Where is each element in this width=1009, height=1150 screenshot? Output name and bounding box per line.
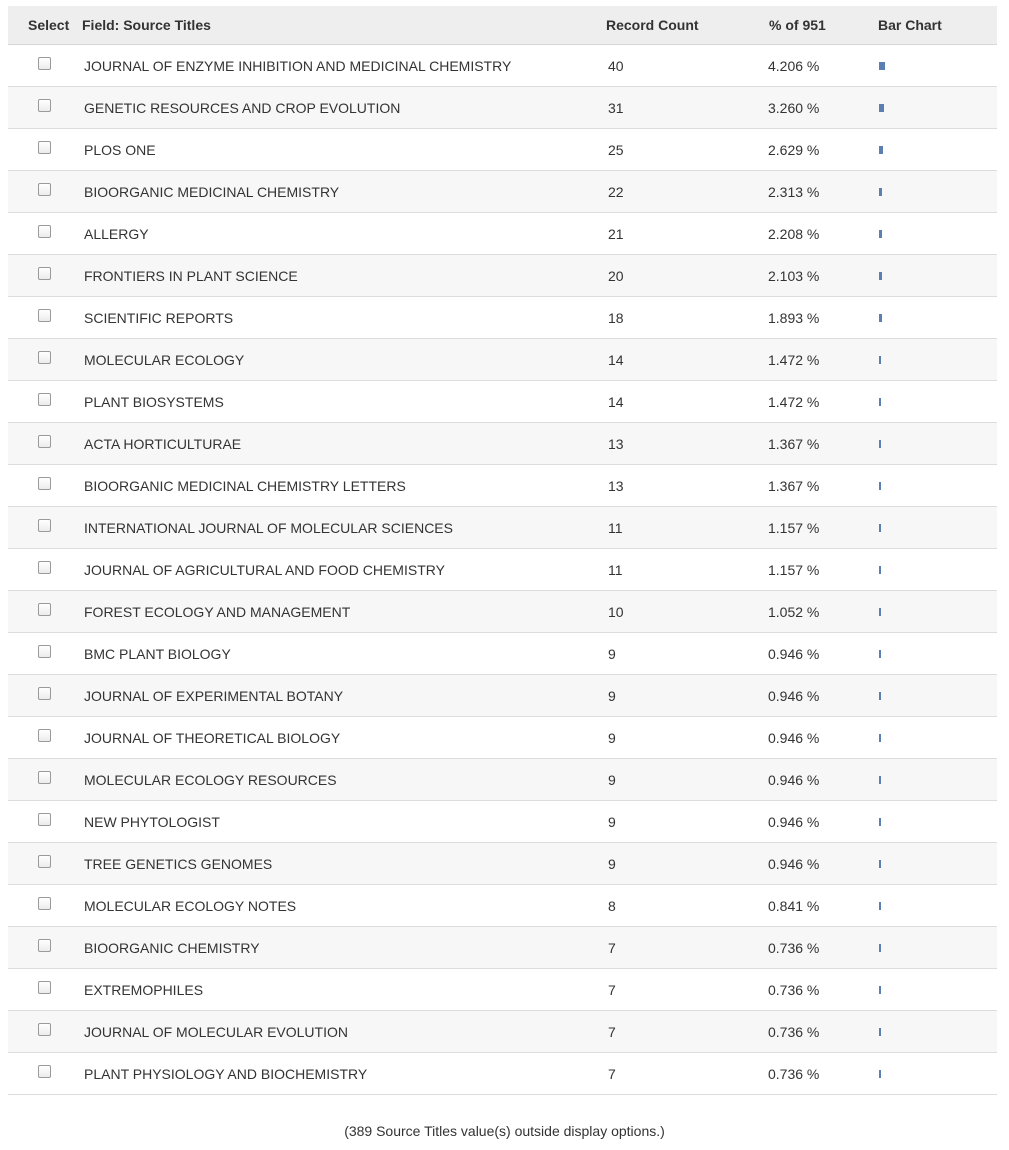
bar-chart-cell xyxy=(871,482,997,490)
bar-track xyxy=(879,986,979,994)
bar-chart-cell xyxy=(871,272,997,280)
row-checkbox[interactable] xyxy=(38,939,51,952)
table-row xyxy=(8,423,997,465)
source-title: MOLECULAR ECOLOGY RESOURCES xyxy=(84,771,337,788)
table-row xyxy=(8,255,997,297)
row-checkbox[interactable] xyxy=(38,729,51,742)
row-select-cell xyxy=(8,859,80,868)
record-count: 7 xyxy=(608,1023,616,1040)
row-checkbox[interactable] xyxy=(38,771,51,784)
bar-track xyxy=(879,1070,979,1078)
bar-fill xyxy=(879,776,881,784)
percent-value: 1.893 % xyxy=(768,309,820,326)
bar-chart-cell xyxy=(871,398,997,406)
table-row xyxy=(8,801,997,843)
source-title: PLANT BIOSYSTEMS xyxy=(84,393,224,410)
bar-chart-cell xyxy=(871,230,997,238)
source-title: TREE GENETICS GENOMES xyxy=(84,855,273,872)
percent-value: 3.260 % xyxy=(768,99,820,116)
record-count: 9 xyxy=(608,729,616,746)
percent-value: 0.946 % xyxy=(768,645,820,662)
header-bar-chart: Bar Chart xyxy=(878,17,942,33)
table-row xyxy=(8,591,997,633)
row-checkbox[interactable] xyxy=(38,477,51,490)
row-select-cell xyxy=(8,355,80,364)
bar-chart-cell xyxy=(871,860,997,868)
percent-value: 1.052 % xyxy=(768,603,820,620)
record-count: 9 xyxy=(608,645,616,662)
table-row xyxy=(8,339,997,381)
bar-track xyxy=(879,1028,979,1036)
source-title: JOURNAL OF AGRICULTURAL AND FOOD CHEMISTRY xyxy=(84,561,445,578)
bar-track xyxy=(879,356,979,364)
table-row xyxy=(8,87,997,129)
row-checkbox[interactable] xyxy=(38,183,51,196)
row-select-cell xyxy=(8,901,80,910)
bar-fill xyxy=(879,398,881,406)
bar-track xyxy=(879,482,979,490)
bar-chart-cell xyxy=(871,692,997,700)
bar-track xyxy=(879,398,979,406)
row-select-cell xyxy=(8,229,80,238)
source-title: BMC PLANT BIOLOGY xyxy=(84,645,231,662)
bar-track xyxy=(879,566,979,574)
row-checkbox[interactable] xyxy=(38,687,51,700)
bar-track xyxy=(879,146,979,154)
row-checkbox[interactable] xyxy=(38,1065,51,1078)
row-checkbox[interactable] xyxy=(38,645,51,658)
table-row xyxy=(8,633,997,675)
percent-value: 1.472 % xyxy=(768,393,820,410)
row-checkbox[interactable] xyxy=(38,57,51,70)
row-checkbox[interactable] xyxy=(38,99,51,112)
bar-fill xyxy=(879,608,881,616)
row-checkbox[interactable] xyxy=(38,855,51,868)
table-row xyxy=(8,759,997,801)
record-count: 22 xyxy=(608,183,624,200)
percent-value: 1.157 % xyxy=(768,519,820,536)
table-row xyxy=(8,1011,997,1053)
row-select-cell xyxy=(8,565,80,574)
percent-value: 0.946 % xyxy=(768,813,820,830)
bar-track xyxy=(879,62,979,70)
bar-track xyxy=(879,902,979,910)
row-select-cell xyxy=(8,1027,80,1036)
bar-chart-cell xyxy=(871,440,997,448)
record-count: 7 xyxy=(608,939,616,956)
record-count: 13 xyxy=(608,477,624,494)
bar-track xyxy=(879,776,979,784)
footer-note: (389 Source Titles value(s) outside display options.) xyxy=(344,1123,665,1139)
row-checkbox[interactable] xyxy=(38,393,51,406)
table-row xyxy=(8,45,997,87)
bar-fill xyxy=(879,146,883,154)
percent-value: 0.946 % xyxy=(768,855,820,872)
bar-track xyxy=(879,608,979,616)
row-checkbox[interactable] xyxy=(38,897,51,910)
percent-value: 0.946 % xyxy=(768,771,820,788)
bar-chart-cell xyxy=(871,314,997,322)
row-select-cell xyxy=(8,397,80,406)
source-title: MOLECULAR ECOLOGY NOTES xyxy=(84,897,297,914)
row-checkbox[interactable] xyxy=(38,813,51,826)
bar-track xyxy=(879,650,979,658)
bar-fill xyxy=(879,902,881,910)
bar-fill xyxy=(879,356,881,364)
bar-chart-cell xyxy=(871,818,997,826)
table-row xyxy=(8,507,997,549)
table-header xyxy=(8,6,997,45)
record-count: 11 xyxy=(608,561,623,578)
row-checkbox[interactable] xyxy=(38,603,51,616)
percent-value: 0.841 % xyxy=(768,897,820,914)
record-count: 9 xyxy=(608,771,616,788)
bar-track xyxy=(879,860,979,868)
bar-fill xyxy=(879,230,882,238)
row-select-cell xyxy=(8,271,80,280)
bar-track xyxy=(879,314,979,322)
row-select-cell xyxy=(8,61,80,70)
bar-fill xyxy=(879,944,881,952)
row-checkbox[interactable] xyxy=(38,309,51,322)
bar-track xyxy=(879,272,979,280)
bar-chart-cell xyxy=(871,62,997,70)
bar-fill xyxy=(879,482,881,490)
bar-chart-cell xyxy=(871,104,997,112)
row-select-cell xyxy=(8,733,80,742)
percent-value: 2.629 % xyxy=(768,141,820,158)
source-title: BIOORGANIC MEDICINAL CHEMISTRY xyxy=(84,183,340,200)
bar-fill xyxy=(879,692,881,700)
row-checkbox[interactable] xyxy=(38,225,51,238)
table-row xyxy=(8,297,997,339)
source-title: JOURNAL OF MOLECULAR EVOLUTION xyxy=(84,1023,348,1040)
percent-value: 1.367 % xyxy=(768,477,820,494)
table-row xyxy=(8,465,997,507)
bar-chart-cell xyxy=(871,986,997,994)
bar-chart-cell xyxy=(871,650,997,658)
table-row xyxy=(8,843,997,885)
row-select-cell xyxy=(8,1069,80,1078)
source-title: NEW PHYTOLOGIST xyxy=(84,813,220,830)
bar-chart-cell xyxy=(871,146,997,154)
bar-chart-cell xyxy=(871,566,997,574)
row-checkbox[interactable] xyxy=(38,435,51,448)
record-count: 31 xyxy=(608,99,624,116)
record-count: 10 xyxy=(608,603,624,620)
bar-fill xyxy=(879,1028,881,1036)
bar-fill xyxy=(879,986,881,994)
source-title: EXTREMOPHILES xyxy=(84,981,204,998)
table-body xyxy=(8,45,997,1095)
row-select-cell xyxy=(8,439,80,448)
bar-fill xyxy=(879,1070,881,1078)
source-title: FOREST ECOLOGY AND MANAGEMENT xyxy=(84,603,351,620)
bar-track xyxy=(879,818,979,826)
percent-value: 2.103 % xyxy=(768,267,820,284)
bar-track xyxy=(879,734,979,742)
row-select-cell xyxy=(8,187,80,196)
row-select-cell xyxy=(8,985,80,994)
bar-chart-cell xyxy=(871,1070,997,1078)
bar-track xyxy=(879,104,979,112)
bar-track xyxy=(879,692,979,700)
percent-value: 2.313 % xyxy=(768,183,820,200)
percent-value: 1.367 % xyxy=(768,435,820,452)
bar-fill xyxy=(879,650,881,658)
row-checkbox[interactable] xyxy=(38,1023,51,1036)
percent-value: 0.736 % xyxy=(768,1065,820,1082)
table-row xyxy=(8,381,997,423)
row-select-cell xyxy=(8,649,80,658)
record-count: 25 xyxy=(608,141,624,158)
source-title: ALLERGY xyxy=(84,225,149,242)
row-checkbox[interactable] xyxy=(38,351,51,364)
row-checkbox[interactable] xyxy=(38,141,51,154)
row-select-cell xyxy=(8,943,80,952)
bar-chart-cell xyxy=(871,1028,997,1036)
percent-value: 2.208 % xyxy=(768,225,820,242)
table-row xyxy=(8,1053,997,1095)
bar-fill xyxy=(879,440,881,448)
source-title: ACTA HORTICULTURAE xyxy=(84,435,242,452)
table-row xyxy=(8,129,997,171)
percent-value: 4.206 % xyxy=(768,57,820,74)
header-percent: % of 951 xyxy=(769,17,826,33)
record-count: 9 xyxy=(608,855,616,872)
percent-value: 0.736 % xyxy=(768,939,820,956)
bar-chart-cell xyxy=(871,734,997,742)
row-select-cell xyxy=(8,145,80,154)
bar-fill xyxy=(879,566,881,574)
results-table xyxy=(8,6,997,1095)
header-record-count: Record Count xyxy=(606,17,699,33)
record-count: 40 xyxy=(608,57,624,74)
record-count: 9 xyxy=(608,687,616,704)
bar-chart-cell xyxy=(871,188,997,196)
bar-chart-cell xyxy=(871,776,997,784)
source-title: GENETIC RESOURCES AND CROP EVOLUTION xyxy=(84,99,401,116)
source-title: JOURNAL OF THEORETICAL BIOLOGY xyxy=(84,729,341,746)
row-checkbox[interactable] xyxy=(38,519,51,532)
source-title: PLOS ONE xyxy=(84,141,156,158)
bar-track xyxy=(879,188,979,196)
row-select-cell xyxy=(8,691,80,700)
bar-track xyxy=(879,524,979,532)
source-title: BIOORGANIC MEDICINAL CHEMISTRY LETTERS xyxy=(84,477,406,494)
bar-fill xyxy=(879,734,881,742)
percent-value: 1.472 % xyxy=(768,351,820,368)
percent-value: 0.736 % xyxy=(768,981,820,998)
record-count: 14 xyxy=(608,393,624,410)
table-row xyxy=(8,717,997,759)
table-row xyxy=(8,885,997,927)
percent-value: 0.736 % xyxy=(768,1023,820,1040)
row-checkbox[interactable] xyxy=(38,981,51,994)
bar-chart-cell xyxy=(871,356,997,364)
bar-track xyxy=(879,944,979,952)
source-title: INTERNATIONAL JOURNAL OF MOLECULAR SCIENCES xyxy=(84,519,453,536)
bar-track xyxy=(879,230,979,238)
bar-fill xyxy=(879,818,881,826)
bar-chart-cell xyxy=(871,902,997,910)
percent-value: 0.946 % xyxy=(768,729,820,746)
record-count: 9 xyxy=(608,813,616,830)
percent-value: 1.157 % xyxy=(768,561,820,578)
header-select: Select xyxy=(28,17,70,33)
bar-fill xyxy=(879,314,882,322)
header-field: Field: Source Titles xyxy=(82,17,211,33)
record-count: 7 xyxy=(608,981,616,998)
bar-chart-cell xyxy=(871,944,997,952)
record-count: 7 xyxy=(608,1065,616,1082)
bar-fill xyxy=(879,62,885,70)
bar-track xyxy=(879,440,979,448)
percent-value: 0.946 % xyxy=(768,687,820,704)
row-checkbox[interactable] xyxy=(38,267,51,280)
row-select-cell xyxy=(8,313,80,322)
bar-chart-cell xyxy=(871,608,997,616)
record-count: 18 xyxy=(608,309,624,326)
bar-fill xyxy=(879,860,881,868)
record-count: 14 xyxy=(608,351,624,368)
row-select-cell xyxy=(8,607,80,616)
bar-chart-cell xyxy=(871,524,997,532)
table-row xyxy=(8,549,997,591)
record-count: 21 xyxy=(608,225,624,242)
source-title: BIOORGANIC CHEMISTRY xyxy=(84,939,260,956)
record-count: 13 xyxy=(608,435,624,452)
source-title: JOURNAL OF ENZYME INHIBITION AND MEDICINAL CHEMISTRY xyxy=(84,57,512,74)
row-select-cell xyxy=(8,103,80,112)
bar-fill xyxy=(879,104,884,112)
source-title: MOLECULAR ECOLOGY xyxy=(84,351,245,368)
row-select-cell xyxy=(8,817,80,826)
table-row xyxy=(8,927,997,969)
record-count: 8 xyxy=(608,897,616,914)
source-title: PLANT PHYSIOLOGY AND BIOCHEMISTRY xyxy=(84,1065,368,1082)
table-row xyxy=(8,969,997,1011)
bar-fill xyxy=(879,524,881,532)
bar-fill xyxy=(879,272,882,280)
row-select-cell xyxy=(8,523,80,532)
source-title: SCIENTIFIC REPORTS xyxy=(84,309,234,326)
row-select-cell xyxy=(8,775,80,784)
record-count: 20 xyxy=(608,267,624,284)
source-title: JOURNAL OF EXPERIMENTAL BOTANY xyxy=(84,687,344,704)
source-title: FRONTIERS IN PLANT SCIENCE xyxy=(84,267,298,284)
bar-fill xyxy=(879,188,882,196)
row-checkbox[interactable] xyxy=(38,561,51,574)
record-count: 11 xyxy=(608,519,623,536)
table-row xyxy=(8,171,997,213)
table-row xyxy=(8,213,997,255)
table-row xyxy=(8,675,997,717)
row-select-cell xyxy=(8,481,80,490)
